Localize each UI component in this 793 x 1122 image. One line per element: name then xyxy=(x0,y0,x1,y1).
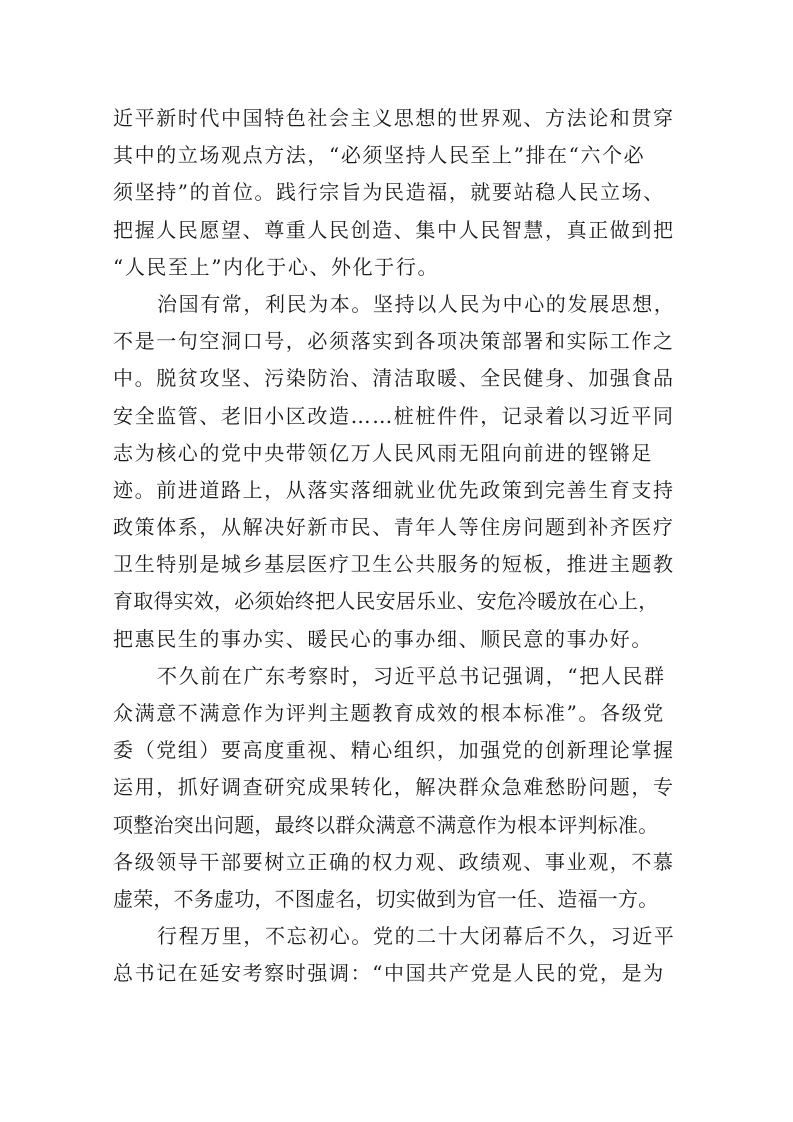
text-line: 卫生特别是城乡基层医疗卫生公共服务的短板，推进主题教 xyxy=(113,552,675,577)
text-line: 委（党组）要高度重视、精心组织，加强党的创新理论掌握 xyxy=(113,738,675,763)
text-line: 迹。前进道路上，从落实落细就业优先政策到完善生育支持 xyxy=(113,477,675,502)
paragraph-start-line: 不久前在广东考察时，习近平总书记强调，“把人民群 xyxy=(157,663,666,688)
text-line: 须坚持”的首位。践行宗旨为民造福，就要站稳人民立场、 xyxy=(113,180,665,205)
text-line: 各级领导干部要树立正确的权力观、政绩观、事业观，不慕 xyxy=(113,849,675,874)
text-line: 总书记在延安考察时强调：“中国共产党是人民的党，是为 xyxy=(113,961,665,986)
text-line: 其中的立场观点方法，“必须坚持人民至上”排在“六个必 xyxy=(113,143,646,168)
body-text xyxy=(113,100,693,993)
text-line: 政策体系，从解决好新市民、青年人等住房问题到补齐医疗 xyxy=(113,515,675,540)
text-line: 育取得实效，必须始终把人民安居乐业、安危冷暖放在心上， xyxy=(113,589,659,614)
text-line: 众满意不满意作为评判主题教育成效的根本标准”。各级党 xyxy=(113,701,665,725)
paragraph-start-line: 治国有常，利民为本。坚持以人民为中心的发展思想， xyxy=(157,291,676,316)
text-line: 把握人民愿望、尊重人民创造、集中人民智慧，真正做到把 xyxy=(113,217,675,242)
text-line: 虚荣，不务虚功，不图虚名，切实做到为官一任、造福一方。 xyxy=(113,886,659,911)
paragraph-start-line: 行程万里，不忘初心。党的二十大闭幕后不久，习近平 xyxy=(157,924,676,949)
text-line: 不是一句空洞口号，必须落实到各项决策部署和实际工作之 xyxy=(113,329,675,354)
text-line: “人民至上”内化于心、外化于行。 xyxy=(113,254,440,279)
text-line: 安全监管、老旧小区改造……桩桩件件，记录着以习近平同 xyxy=(113,403,675,428)
text-line: 把惠民生的事办实、暖民心的事办细、顺民意的事办好。 xyxy=(113,626,653,651)
text-line: 志为核心的党中央带领亿万人民风雨无阻向前进的铿锵足 xyxy=(113,440,653,465)
text-line: 中。脱贫攻坚、污染防治、清洁取暖、全民健身、加强食品 xyxy=(113,366,675,391)
text-line: 项整治突出问题，最终以群众满意不满意作为根本评判标准。 xyxy=(113,812,659,837)
text-line: 近平新时代中国特色社会主义思想的世界观、方法论和贯穿 xyxy=(113,106,675,130)
text-line: 运用，抓好调查研究成果转化，解决群众急难愁盼问题，专 xyxy=(113,775,675,800)
